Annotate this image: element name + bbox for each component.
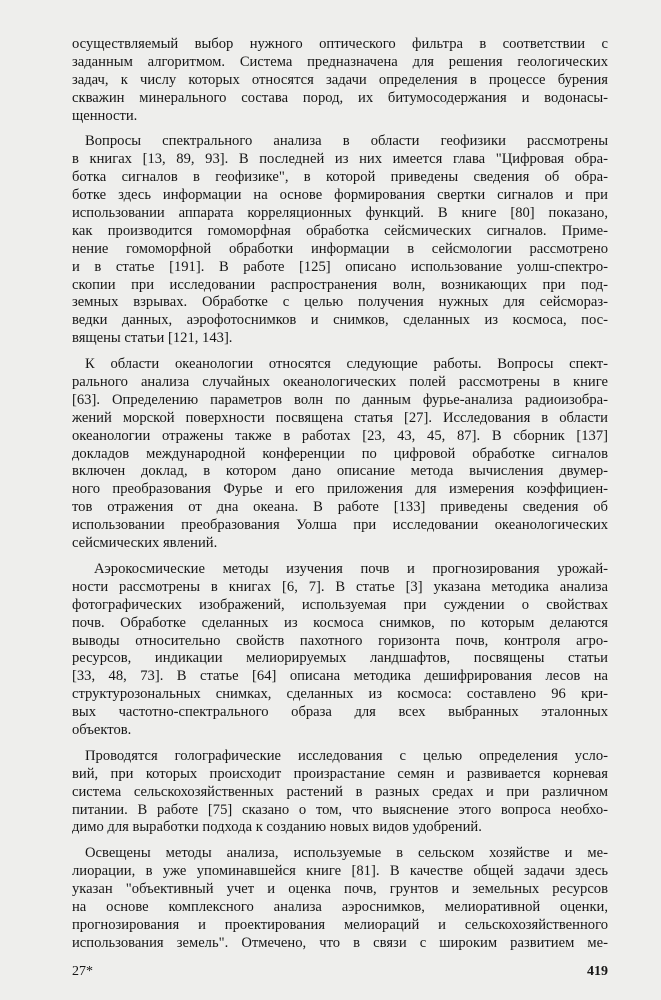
- text-line: скопии при исследовании распространения волн, возникающих при под-: [72, 276, 608, 293]
- text-line: объектов.: [72, 721, 132, 738]
- paragraph-p4: [72, 561, 608, 740]
- paragraph-p1: [72, 36, 608, 125]
- text-line: структурозональных снимках, сделанных из космоса: составлено 96 кри-: [72, 686, 608, 703]
- text-line: земных взрывах. Обработке с целью получения нужных для сейсмораз-: [72, 294, 608, 311]
- text-line: Вопросы спектрального анализа в области геофизики рассмотрены: [85, 133, 608, 150]
- text-line: выводы относительно свойств пахотного горизонта почв, контроля агро-: [72, 632, 608, 649]
- text-line: щенности.: [72, 107, 138, 124]
- text-line: Проводятся голографические исследования с целью определения усло-: [85, 747, 608, 764]
- text-line: на основе комплексного анализа аэроснимков, мелиоративной оценки,: [72, 898, 608, 915]
- text-line: в книгах [13, 89, 93]. В последней из них имеется глава "Цифровая обра-: [72, 151, 608, 168]
- text-line: ботке здесь информации на основе формирования свертки сигналов и при: [72, 187, 608, 204]
- text-line: ведки данных, аэрофотоснимков и снимков, сделанных из космоса, пос-: [72, 312, 608, 329]
- text-line: как производится гомоморфная обработка сейсмических сигналов. Приме-: [72, 222, 608, 239]
- text-line: осуществляемый выбор нужного оптического фильтра в соответствии с: [72, 36, 608, 52]
- body-text: [72, 36, 608, 953]
- text-line: использовании преобразования Уолша при исследовании океанологических: [72, 517, 608, 534]
- paragraph-gap: [72, 740, 608, 748]
- text-line: заданным алгоритмом. Система предназначена для решения геологических: [72, 53, 608, 70]
- text-line: и в статье [191]. В работе [125] описано использование уолш-спектро-: [72, 258, 608, 275]
- text-line: указан "объективный учет и оценка почв, грунтов и земельных ресурсов: [72, 881, 608, 898]
- text-line: фотографических изображений, используемая при суждении о свойствах: [72, 596, 608, 613]
- text-line: Аэрокосмические методы изучения почв и прогнозирования урожай-: [94, 560, 608, 577]
- paragraph-p3: [72, 356, 608, 553]
- text-line: докладов международной конференции по цифровой обработке сигналов: [72, 445, 608, 462]
- paragraph-gap: [72, 348, 608, 356]
- text-line: почв. Обработке сделанных из космоса снимков, по которым делаются: [72, 614, 608, 631]
- paragraph-p5: [72, 748, 608, 837]
- paragraph-p2: [72, 133, 608, 348]
- text-line: задач, к числу которых относятся задачи определения в процессе бурения: [72, 71, 608, 88]
- paragraph-p6: [72, 845, 608, 952]
- text-line: использовании аппарата корреляционных функций. В книге [80] показано,: [72, 205, 608, 222]
- text-line: вий, при которых происходит произрастание семян и развивается корневая: [72, 765, 608, 782]
- text-line: включен доклад, в котором дано описание метода вычисления двумер-: [72, 463, 608, 480]
- text-line: прогнозирования и проектирования мелиораций и сельскохозяйственного: [72, 916, 608, 933]
- text-line: питании. В работе [75] сказано о том, что выяснение этого вопроса необхо-: [72, 801, 608, 818]
- text-line: К области океанологии относятся следующие работы. Вопросы спект-: [85, 356, 608, 373]
- text-line: система сельскохозяйственных растений в разных средах и при различном: [72, 783, 608, 800]
- text-line: ресурсов, индикации мелиорируемых ландшафтов, посвящены статьи: [72, 650, 608, 667]
- text-line: вых частотно-спектрального образа для всех выбранных эталонных: [72, 704, 608, 721]
- text-line: димо для выработки подхода к созданию новых видов удобрений.: [72, 819, 482, 836]
- text-line: ботка сигналов в геофизике", в которой приведены сведения об обра-: [72, 169, 608, 186]
- page-footer: [72, 964, 608, 984]
- text-line: [63]. Определению параметров волн по данным фурье-анализа радиоизобра-: [72, 391, 608, 408]
- text-line: рального анализа случайных океанологических полей рассмотрены в книге: [72, 374, 608, 391]
- text-line: вящены статьи [121, 143].: [72, 330, 233, 347]
- paragraph-gap: [72, 837, 608, 845]
- page-number: 419: [587, 964, 608, 979]
- text-line: скважин минерального состава пород, их битумосодержания и водонасы-: [72, 89, 608, 106]
- text-line: океанологии отражены также в работах [23, 43, 45, 87]. В сборник [137]: [72, 427, 608, 444]
- text-line: использования земель". Отмечено, что в связи с широким развитием ме-: [72, 934, 608, 951]
- text-line: [33, 48, 73]. В статье [64] описана методика дешифрирования лесов на: [72, 668, 608, 685]
- text-line: нение гомоморфной обработки информации в сейсмологии рассмотрено: [72, 240, 608, 257]
- text-line: Освещены методы анализа, используемые в сельском хозяйстве и ме-: [85, 845, 608, 862]
- text-line: сейсмических явлений.: [72, 535, 218, 552]
- text-line: ного преобразования Фурье и его приложения для измерения коэффициен-: [72, 481, 608, 498]
- text-line: ности рассмотрены в книгах [6, 7]. В статье [3] указана методика анализа: [72, 578, 608, 595]
- text-line: тов отражения от дна океана. В работе [133] приведены сведения об: [72, 499, 608, 516]
- signature-mark: 27*: [72, 964, 93, 979]
- text-line: лиорации, в уже упоминавшейся книге [81]. В качестве общей задачи здесь: [72, 863, 608, 880]
- text-line: жений морской поверхности посвящена статья [27]. Исследования в области: [72, 409, 608, 426]
- paragraph-gap: [72, 553, 608, 561]
- paragraph-gap: [72, 125, 608, 133]
